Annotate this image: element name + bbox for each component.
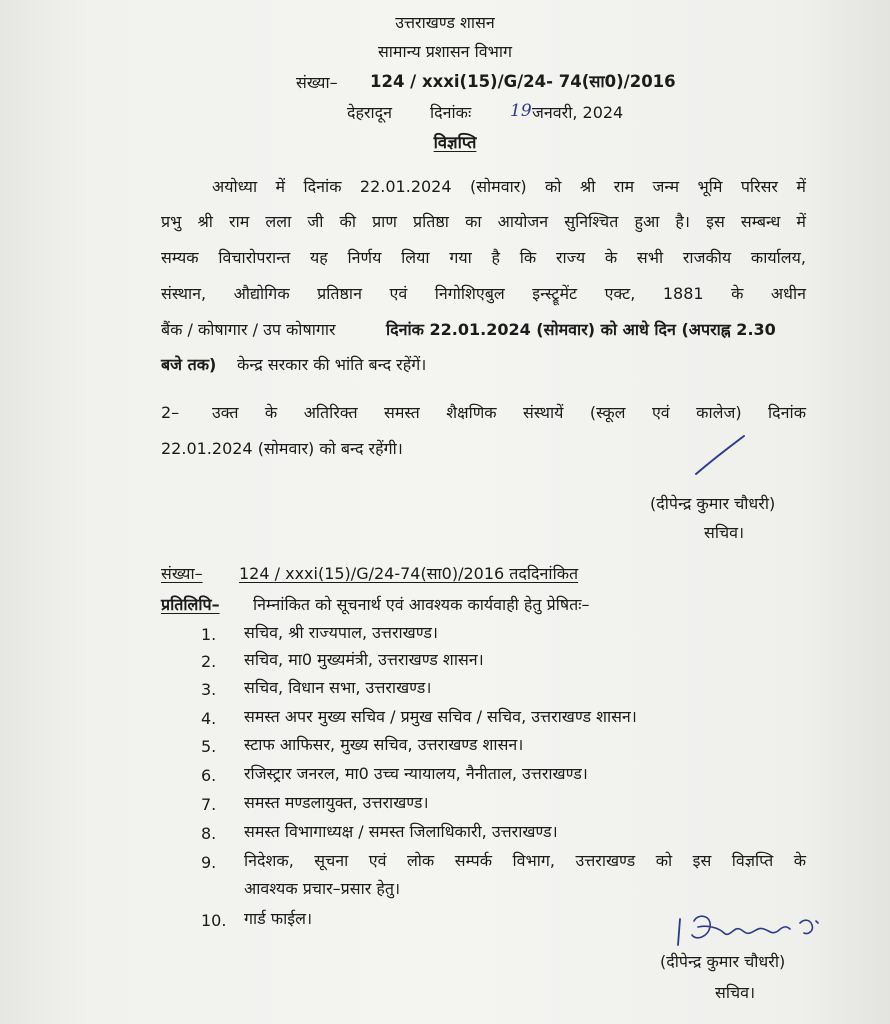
list-item-number: 7. [201,795,217,814]
para2-line-2: 22.01.2024 (सोमवार) को बन्द रहेंगी। [161,439,403,458]
handwritten-signature [668,905,828,951]
list-item: सचिव, विधान सभा, उत्तराखण्ड। [244,678,432,697]
list-item: सचिव, मा0 मुख्यमंत्री, उत्तराखण्ड शासन। [244,650,484,669]
list-item: सचिव, श्री राज्यपाल, उत्तराखण्ड। [244,623,438,642]
reference-number: 124 / xxxi(15)/G/24- 74(सा0)/2016 [370,72,676,91]
notice-title: विज्ञप्ति [433,133,477,152]
list-item-number: 10. [201,911,227,930]
list-item: समस्त मण्डलायुक्त, उत्तराखण्ड। [244,793,429,812]
list-item: गार्ड फाईल। [244,909,313,928]
list-item: रजिस्ट्रार जनरल, मा0 उच्च न्यायालय, नैनीताल, उत्तराखण्ड। [244,764,588,783]
government-heading: उत्तराखण्ड शासन [395,13,495,32]
list-item-number: 5. [201,737,217,756]
list-item: स्टाफ आफिसर, मुख्य सचिव, उत्तराखण्ड शासन। [244,735,524,754]
list-item-continuation: आवश्यक प्रचार–प्रसार हेतु। [244,879,401,898]
list-item-number: 1. [201,625,217,644]
list-item: निदेशक, सूचना एवं लोक सम्पर्क विभाग, उत्तराखण्ड को इस विज्ञप्ति के [244,851,806,870]
cc-text: निम्नांकित को सूचनार्थ एवं आवश्यक कार्यवाही हेतु प्रेषितः– [253,595,590,614]
para1-line-6-plain: केन्द्र सरकार की भांति बन्द रहेंगें। [237,355,427,374]
para1-line-4: संस्थान, औद्योगिक प्रतिष्ठान एवं निगोशिएबुल इन्स्ट्रूमेंट एक्ट, 1881 के अधीन [161,284,806,303]
list-item-number: 3. [201,680,217,699]
para2-line-1: उक्त के अतिरिक्त समस्त शैक्षणिक संस्थायें (स्कूल एवं कालेज) दिनांक [212,403,806,422]
list-item-number: 2. [201,652,217,671]
list-item: समस्त विभागाध्यक्ष / समस्त जिलाधिकारी, उत्तराखण्ड। [244,822,558,841]
para1-line-5-plain: बैंक / कोषागार / उप कोषागार [161,320,336,339]
place: देहरादून [347,103,393,122]
para2-number: 2– [161,403,180,422]
copy-reference-label: संख्या– [161,564,203,583]
signature-mark [690,432,750,478]
list-item-number: 6. [201,766,217,785]
para1-line-1: अयोध्या में दिनांक 22.01.2024 (सोमवार) को श्री राम जन्म भूमि परिसर में [212,177,806,196]
list-item: समस्त अपर मुख्य सचिव / प्रमुख सचिव / सचिव, उत्तराखण्ड शासन। [244,707,637,726]
date-label: दिनांकः [430,103,472,122]
signatory-name: (दीपेन्द्र कुमार चौधरी) [650,494,776,513]
para1-line-6-bold: बजे तक) [161,355,217,374]
signatory-designation: सचिव। [704,523,745,542]
list-item-number: 4. [201,709,217,728]
date-month-year: जनवरी, 2024 [532,103,624,122]
para1-line-3: सम्यक विचारोपरान्त यह निर्णय लिया गया है कि राज्य के सभी राजकीय कार्यालय, [161,248,806,267]
date-day-handwritten: 19 [510,101,532,121]
copy-reference-number: 124 / xxxi(15)/G/24-74(सा0)/2016 तददिनांकित [239,564,579,583]
department-heading: सामान्य प्रशासन विभाग [377,42,513,61]
reference-label: संख्या– [296,73,338,92]
list-item-number: 9. [201,853,217,872]
para1-line-5-bold: दिनांक 22.01.2024 (सोमवार) को आधे दिन (अपराह्न 2.30 [386,320,776,339]
para1-line-2: प्रभु श्री राम लला जी की प्राण प्रतिष्ठा का आयोजन सुनिश्चित हुआ है। इस सम्बन्ध में [161,212,806,231]
signatory-designation-2: सचिव। [715,983,756,1002]
list-item-number: 8. [201,824,217,843]
signatory-name-2: (दीपेन्द्र कुमार चौधरी) [660,952,786,971]
cc-label: प्रतिलिपि– [161,595,220,614]
